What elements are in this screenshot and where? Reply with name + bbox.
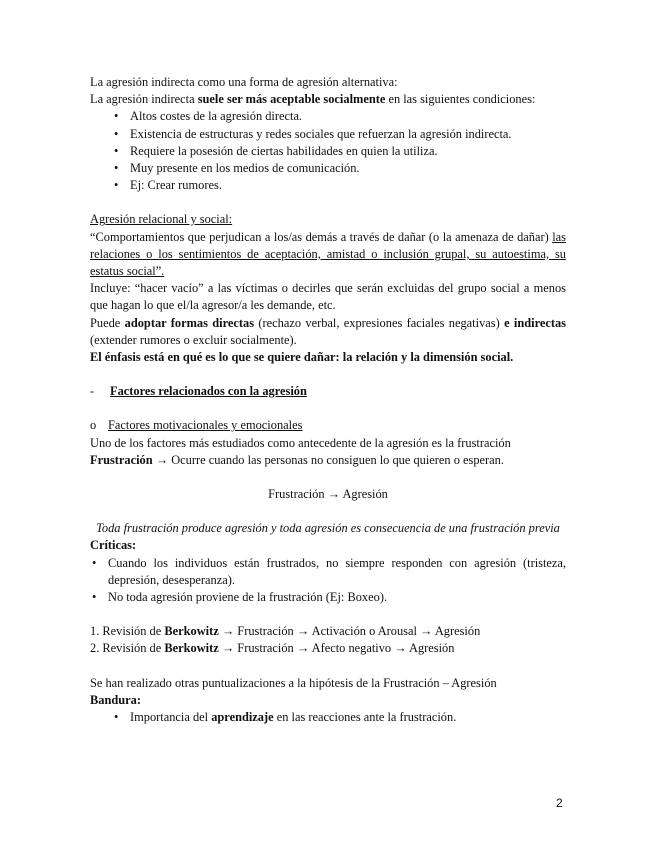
revision-text: 2. Revisión de bbox=[90, 641, 165, 656]
criticas-list bbox=[90, 555, 566, 607]
incluye-paragraph: Incluye: “hacer vacío” a las víctimas o decirles que serán excluidas del grupo social a menos que hagan lo que el/la agresor/a les demande, etc. bbox=[90, 281, 566, 313]
list-item: • Ej: Crear rumores. bbox=[90, 177, 566, 194]
section1-title: La agresión indirecta como una forma de agresión alternativa: bbox=[90, 75, 398, 89]
list-item: • No toda agresión proviene de la frustración (Ej: Boxeo). bbox=[90, 589, 566, 606]
revision-text: 1. Revisión de bbox=[90, 624, 165, 639]
section3-heading: Factores relacionados con la agresión bbox=[110, 384, 307, 399]
puede-bold-directas: adoptar formas directas bbox=[124, 315, 255, 330]
puede-paragraph bbox=[90, 315, 566, 349]
bandura-text-end: en las reacciones ante la frustración. bbox=[273, 710, 457, 725]
dash-marker: - bbox=[90, 384, 95, 399]
o-marker: o bbox=[90, 418, 97, 433]
bandura-list bbox=[90, 709, 566, 726]
page-number: 2 bbox=[556, 796, 563, 810]
puede-text-mid: (rechazo verbal, expresiones faciales negativas) bbox=[254, 315, 505, 330]
frustration-def-text: → Ocurre cuando las personas no consiguen lo que quieren o esperan. bbox=[152, 452, 504, 467]
formula: Frustración → Agresión bbox=[268, 487, 388, 502]
otras-puntualizaciones: Se han realizado otras puntualizaciones a la hipótesis de la Frustración – Agresión bbox=[90, 675, 497, 690]
list-item: • Existencia de estructuras y redes sociales que refuerzan la agresión indirecta. bbox=[90, 126, 566, 143]
author-name: Berkowitz bbox=[164, 624, 219, 639]
subheading: Factores motivacionales y emocionales bbox=[108, 418, 303, 433]
criticas-label: Críticas: bbox=[90, 538, 137, 553]
emphasis-statement: El énfasis está en qué es lo que se quiere dañar: la relación y la dimensión social. bbox=[90, 350, 514, 365]
section1-intro bbox=[90, 91, 566, 108]
intro-bold: suele ser más aceptable socialmente bbox=[197, 92, 386, 107]
intro-text: La agresión indirecta bbox=[90, 92, 198, 107]
section2-heading: Agresión relacional y social: bbox=[90, 212, 233, 227]
quote-underlined: las relaciones o los sentimientos de aceptación, amistad o inclusión grupal, su autoestima, su estatus social”. bbox=[90, 229, 566, 279]
puede-text-end: (extender rumores o excluir socialmente). bbox=[90, 332, 297, 347]
document-body bbox=[90, 74, 566, 726]
bandura-bold: aprendizaje bbox=[211, 710, 274, 725]
frustration-term: Frustración bbox=[90, 452, 153, 467]
definition-quote bbox=[90, 229, 566, 281]
bandura-text: Importancia del bbox=[130, 710, 212, 725]
list-item: • Altos costes de la agresión directa. bbox=[90, 108, 566, 125]
puede-bold-indirectas: e indirectas bbox=[504, 315, 566, 330]
list-item: • Cuando los individuos están frustrados, no siempre responden con agresión (tristeza, depresión, desesperanza). bbox=[90, 555, 566, 589]
conditions-list bbox=[90, 108, 566, 194]
list-item: • Muy presente en los medios de comunicación. bbox=[90, 160, 566, 177]
italic-quote: Toda frustración produce agresión y toda agresión es consecuencia de una frustración previa bbox=[96, 521, 560, 536]
revision-1 bbox=[90, 623, 566, 640]
section3-heading-row bbox=[90, 383, 566, 400]
subheading-row bbox=[90, 417, 566, 434]
list-item: • Requiere la posesión de ciertas habilidades en quien la utiliza. bbox=[90, 143, 566, 160]
frustration-intro: Uno de los factores más estudiados como antecedente de la agresión es la frustración bbox=[90, 435, 511, 450]
revision-2 bbox=[90, 640, 566, 657]
author-name: Berkowitz bbox=[164, 641, 219, 656]
quote-text: “Comportamientos que perjudican a los/as demás a través de dañar (o la amenaza de dañar) bbox=[90, 229, 553, 244]
list-item bbox=[90, 709, 566, 726]
intro-text-end: en las siguientes condiciones: bbox=[385, 92, 536, 107]
frustration-definition bbox=[90, 452, 566, 469]
revision-chain: → Frustración → Afecto negativo → Agresión bbox=[218, 641, 455, 656]
bandura-label: Bandura: bbox=[90, 692, 141, 707]
puede-text: Puede bbox=[90, 315, 125, 330]
revision-chain: → Frustración → Activación o Arousal → Agresión bbox=[218, 624, 481, 639]
